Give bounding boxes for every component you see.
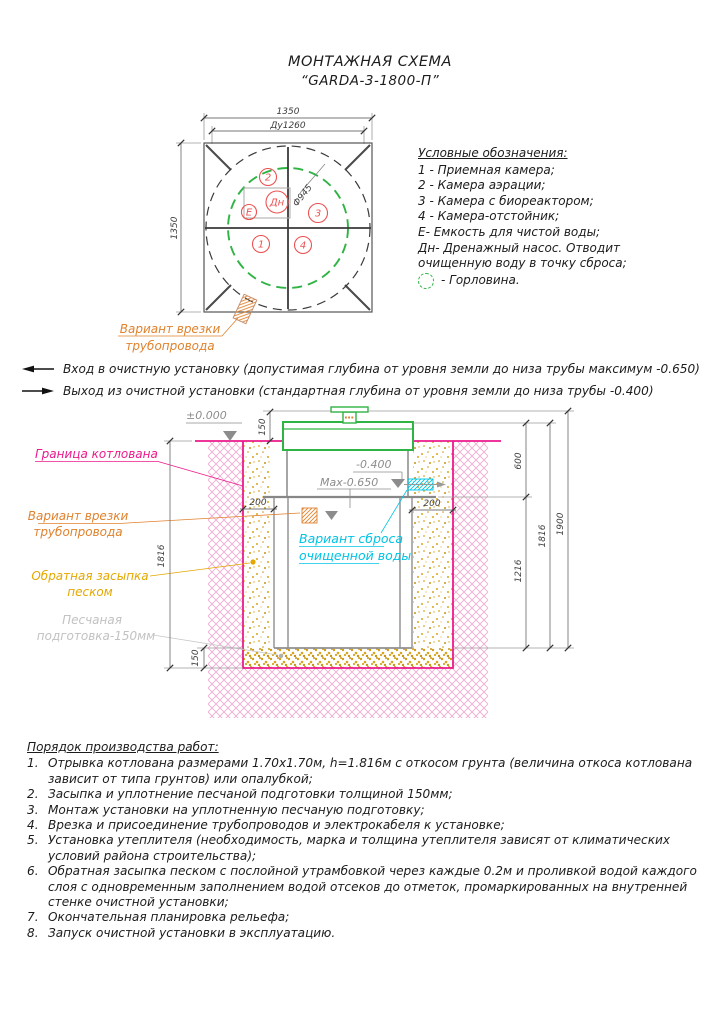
chamber-dn-label: Дн bbox=[269, 197, 285, 209]
backfill-line1: Обратная засыпка bbox=[31, 569, 149, 583]
inlet-callout-line1: Вариант врезки bbox=[119, 322, 221, 336]
vent-cap bbox=[331, 407, 368, 412]
legend-item-2: 2 - Камера аэрации; bbox=[418, 178, 546, 193]
level-zero bbox=[186, 409, 242, 441]
backfill-line2: песком bbox=[67, 585, 113, 599]
dim-150-bottom: 150 bbox=[191, 649, 201, 667]
discharge-callout bbox=[299, 490, 411, 564]
chamber-e-label: Е bbox=[245, 207, 253, 219]
top-view-dim-lines bbox=[181, 118, 372, 312]
legend-title: Условные обозначения: bbox=[418, 146, 568, 160]
dim-1350-left: 1350 bbox=[170, 216, 180, 240]
level-inlet-max-label: Max-0.650 bbox=[320, 476, 379, 489]
flow-note-inlet-text: Вход в очистную установку (допустимая глубина от уровня земли до низа трубы максимум -0.650) bbox=[63, 362, 700, 376]
legend-gorlovina-row bbox=[418, 273, 646, 289]
inlet-callout-line2: трубопровода bbox=[125, 339, 215, 353]
work-order-item bbox=[27, 818, 703, 833]
dim-600: 600 bbox=[514, 452, 524, 470]
flow-note-outlet bbox=[22, 384, 654, 398]
item-text: Засыпка и уплотнение песчаной подготовки толщиной 150мм; bbox=[48, 787, 453, 802]
dim-150-top: 150 bbox=[258, 418, 268, 436]
item-number: 2. bbox=[27, 787, 39, 802]
level-zero-label: ±0.000 bbox=[186, 409, 227, 422]
item-number: 8. bbox=[27, 925, 39, 940]
section-inlet-line2: трубопровода bbox=[33, 525, 123, 539]
chamber-1-label: 1 bbox=[257, 239, 265, 251]
work-order-item bbox=[27, 833, 703, 864]
item-number: 4. bbox=[27, 818, 39, 833]
legend-gorlovina-label: - Горловина. bbox=[441, 272, 520, 287]
dim-1350-top: 1350 bbox=[276, 107, 300, 117]
item-text: Обратная засыпка песком с послойной утрамбовкой через каждые 0.2м и проливкой водой каждого слоя с одновременным заполнением водой отсеков до отметок, промаркированных на внутренней стенке очистной установки; bbox=[48, 864, 697, 910]
sand-base-line2: подготовка-150мм bbox=[36, 629, 156, 643]
cross-section bbox=[28, 407, 574, 718]
item-number: 5. bbox=[27, 833, 39, 848]
work-order-item bbox=[27, 787, 703, 802]
legend-item-1: 1 - Приемная камера; bbox=[418, 162, 555, 177]
drawing-title bbox=[150, 54, 590, 89]
legend-item-4: 4 - Камера-отстойник; bbox=[418, 209, 560, 224]
sand-base-line1: Песчаная bbox=[62, 613, 122, 627]
dim-1216: 1216 bbox=[514, 559, 524, 583]
flow-note-outlet-text: Выход из очистной установки (стандартная глубина от уровня земли до низа трубы -0.400) bbox=[63, 384, 654, 398]
item-number: 1. bbox=[27, 756, 39, 771]
title-line1: МОНТАЖНАЯ СХЕМА bbox=[288, 54, 452, 70]
top-view-inlet-callout bbox=[118, 318, 238, 353]
dim-200-right: 200 bbox=[423, 499, 441, 509]
discharge-line2: очищенной воды bbox=[299, 548, 412, 563]
chamber-2-label: 2 bbox=[264, 172, 272, 184]
work-order-item bbox=[27, 864, 703, 910]
dim-1816-right: 1816 bbox=[538, 524, 548, 548]
gorlovina-circle-icon bbox=[418, 273, 434, 289]
work-order-item bbox=[27, 926, 703, 941]
legend-item-6: Дн- Дренажный насос. Отводит очищенную воду в точку сброса; bbox=[418, 240, 627, 271]
item-number: 7. bbox=[27, 910, 39, 925]
discharge-line1: Вариант сброса bbox=[299, 531, 404, 546]
tank-cover bbox=[283, 407, 413, 450]
chamber-markers bbox=[242, 169, 328, 254]
inlet-pipe-section bbox=[302, 508, 317, 523]
flow-note-inlet bbox=[22, 362, 700, 376]
work-order-item bbox=[27, 803, 703, 818]
item-number: 3. bbox=[27, 802, 39, 817]
dim-200-left: 200 bbox=[249, 498, 267, 508]
pit-boundary-label: Граница котлована bbox=[35, 447, 158, 461]
arrow-left-icon bbox=[22, 364, 54, 374]
top-view bbox=[118, 107, 375, 353]
work-order-item bbox=[27, 910, 703, 925]
item-text: Установка утеплителя (необходимость, марка и толщина утеплителя зависят от климатических условий района строительства); bbox=[48, 833, 671, 863]
legend-item-3: 3 - Камера с биореактором; bbox=[418, 193, 594, 208]
level-outlet-label: -0.400 bbox=[356, 458, 392, 471]
sand-base-layer bbox=[243, 648, 453, 668]
neck-diameter-label: Ф945 bbox=[291, 183, 315, 209]
item-text: Врезка и присоединение трубопроводов и электрокабеля к установке; bbox=[48, 818, 505, 833]
arrow-right-icon bbox=[22, 386, 54, 396]
dim-du1260: Ду1260 bbox=[270, 121, 306, 131]
item-text: Запуск очистной установки в эксплуатацию. bbox=[48, 925, 336, 940]
section-inlet-line1: Вариант врезки bbox=[27, 509, 129, 523]
item-number: 6. bbox=[27, 864, 39, 879]
title-line2: “GARDA-3-1800-П” bbox=[300, 73, 440, 89]
dim-1900: 1900 bbox=[556, 512, 566, 536]
dim-1816-left: 1816 bbox=[157, 544, 167, 568]
item-text: Монтаж установки на уплотненную песчаную подготовку; bbox=[48, 802, 425, 817]
legend bbox=[418, 146, 646, 289]
item-text: Отрывка котлована размерами 1.70х1.70м, h=1.816м с откосом грунта (величина откоса котлована зависит от типа грунтов) или опалубкой; bbox=[48, 756, 693, 786]
work-order-title: Порядок производства работ: bbox=[27, 740, 219, 754]
item-text: Окончательная планировка рельефа; bbox=[48, 910, 290, 925]
work-order-item bbox=[27, 756, 703, 787]
work-order bbox=[27, 740, 703, 941]
chamber-3-label: 3 bbox=[314, 208, 322, 220]
legend-item-5: Е- Емкость для чистой воды; bbox=[418, 224, 601, 239]
chamber-4-label: 4 bbox=[299, 240, 307, 252]
